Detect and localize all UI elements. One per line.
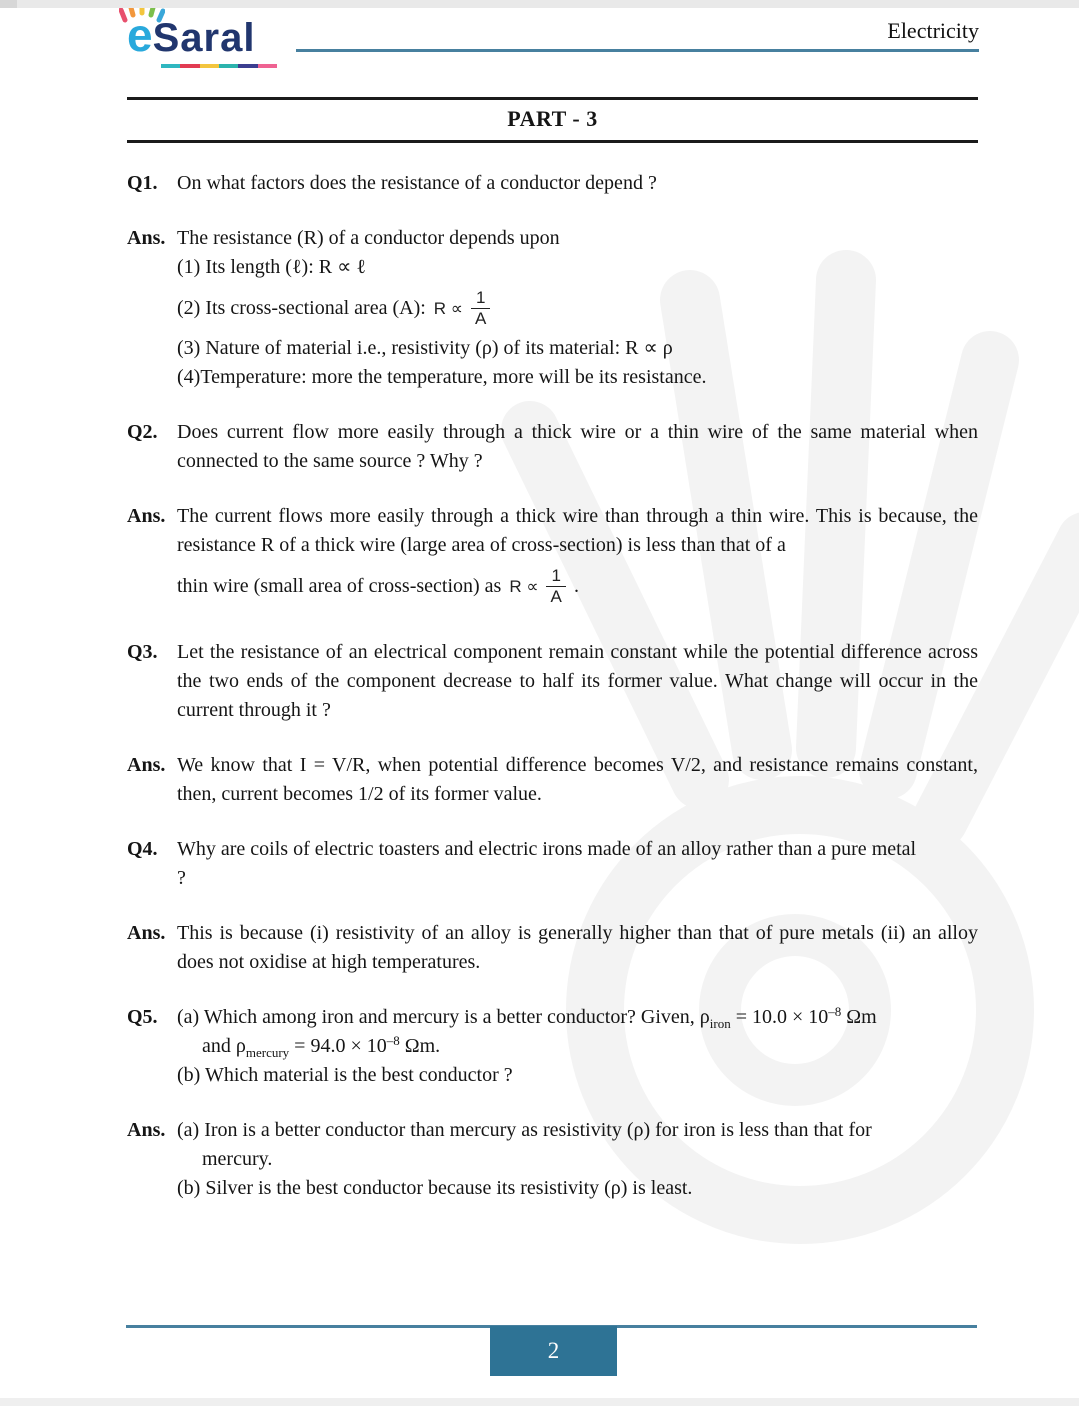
answer-label: Ans. [127, 227, 166, 249]
page-header [0, 0, 1079, 97]
proportional-relation: R ∝ [433, 298, 463, 318]
question-text: Does current flow more easily through a thick wire or a thin wire of the same material when connected to the same source ? Why ? [177, 421, 978, 472]
bottom-strip [0, 1398, 1079, 1406]
answer-label: Ans. [127, 1119, 166, 1141]
fraction-1-over-A: $\frac{1}{A}$ [546, 566, 565, 606]
answer-intro: The resistance (R) of a conductor depends upon [177, 227, 560, 249]
answer-4 [127, 919, 978, 977]
section-banner [127, 97, 978, 143]
period: . [573, 574, 579, 597]
header-rule [296, 49, 979, 52]
answer-paragraph: This is because (i) resistivity of an alloy is generally higher than that of pure metals (ii) an alloy does not oxidise at high temperatures. [177, 922, 978, 973]
question-text-line1: Why are coils of electric toasters and electric irons made of an alloy rather than a pure metal [177, 838, 917, 860]
answer-5 [127, 1116, 978, 1203]
page-number-badge [490, 1326, 617, 1376]
answer-paragraph: We know that I = V/R, when potential difference becomes V/2, and resistance remains constant, then, current becomes 1/2 of its former value. [177, 754, 978, 805]
answer-formula-line: thin wire (small area of cross-section) as R ∝ $\frac{1}{A}$ . [177, 565, 579, 606]
question-part-a-continued: and $\rho_{mercury} = 94.0 \times 10^{-8}$ Ωm. [202, 1033, 441, 1060]
answer-part-b: (b) Silver is the best conductor because its resistivity (ρ) is least. [177, 1177, 693, 1199]
answer-label: Ans. [127, 505, 166, 527]
question-3 [127, 638, 978, 725]
answer-part-a-line2: mercury. [202, 1148, 273, 1170]
question-text-line2: ? [177, 867, 186, 889]
top-strip [0, 0, 1079, 8]
esaral-logo [127, 8, 277, 68]
page-number: 2 [547, 1338, 560, 1363]
answer-label: Ans. [127, 754, 166, 776]
question-label: Q2. [127, 421, 158, 443]
answer-1 [127, 224, 978, 392]
answer-2 [127, 502, 978, 612]
logo-multicolor-underline [161, 64, 277, 68]
fraction-1-over-A: $\frac{1}{A}$ [471, 288, 490, 328]
answer-item-3: (3) Nature of material i.e., resistivity (ρ) of its material: R ∝ ρ [177, 337, 673, 359]
chapter-title: Electricity [887, 18, 979, 43]
superscript-minus-8: –8 [386, 1033, 400, 1048]
question-label: Q1. [127, 172, 158, 194]
question-label: Q5. [127, 1006, 158, 1028]
question-1 [127, 169, 978, 198]
question-part-a: (a) Which among iron and mercury is a better conductor? Given, $\rho_{iron} = 10.0 \times 10^{-8}$ Ωm [177, 1004, 877, 1031]
subscript-mercury: mercury [245, 1045, 290, 1060]
question-text: Let the resistance of an electrical component remain constant while the potential difference across the two ends of the component decrease to half its former value. What change will occur in the current through it ? [177, 641, 978, 721]
question-2 [127, 418, 978, 476]
answer-item-4: (4)Temperature: more the temperature, more will be its resistance. [177, 366, 707, 388]
question-part-b: (b) Which material is the best conductor ? [177, 1064, 513, 1086]
answer-item-1: (1) Its length (ℓ): R ∝ ℓ [177, 256, 366, 278]
qa-content [127, 169, 978, 1203]
question-label: Q3. [127, 641, 158, 663]
section-title: PART - 3 [507, 106, 598, 131]
logo-letter-e: e [127, 9, 153, 61]
question-text: On what factors does the resistance of a conductor depend ? [177, 172, 657, 194]
logo-brand-name: Saral [152, 16, 256, 60]
subscript-iron: iron [709, 1016, 731, 1031]
answer-part-a-line1: (a) Iron is a better conductor than mercury as resistivity (ρ) for iron is less than that for [177, 1119, 872, 1141]
top-strip-corner [0, 0, 17, 8]
answer-label: Ans. [127, 922, 166, 944]
question-label: Q4. [127, 838, 158, 860]
answer-paragraph: The current flows more easily through a thick wire than through a thin wire. This is because, the resistance R of a thick wire (large area of cross-section) is less than that of a [177, 505, 978, 556]
answer-item-2: (2) Its cross-sectional area (A): R ∝ $\frac{1}{A}$ [177, 282, 978, 334]
question-5 [127, 1003, 978, 1090]
superscript-minus-8: –8 [828, 1004, 842, 1019]
question-4 [127, 835, 978, 893]
answer-3 [127, 751, 978, 809]
proportional-relation: R ∝ [509, 576, 539, 596]
